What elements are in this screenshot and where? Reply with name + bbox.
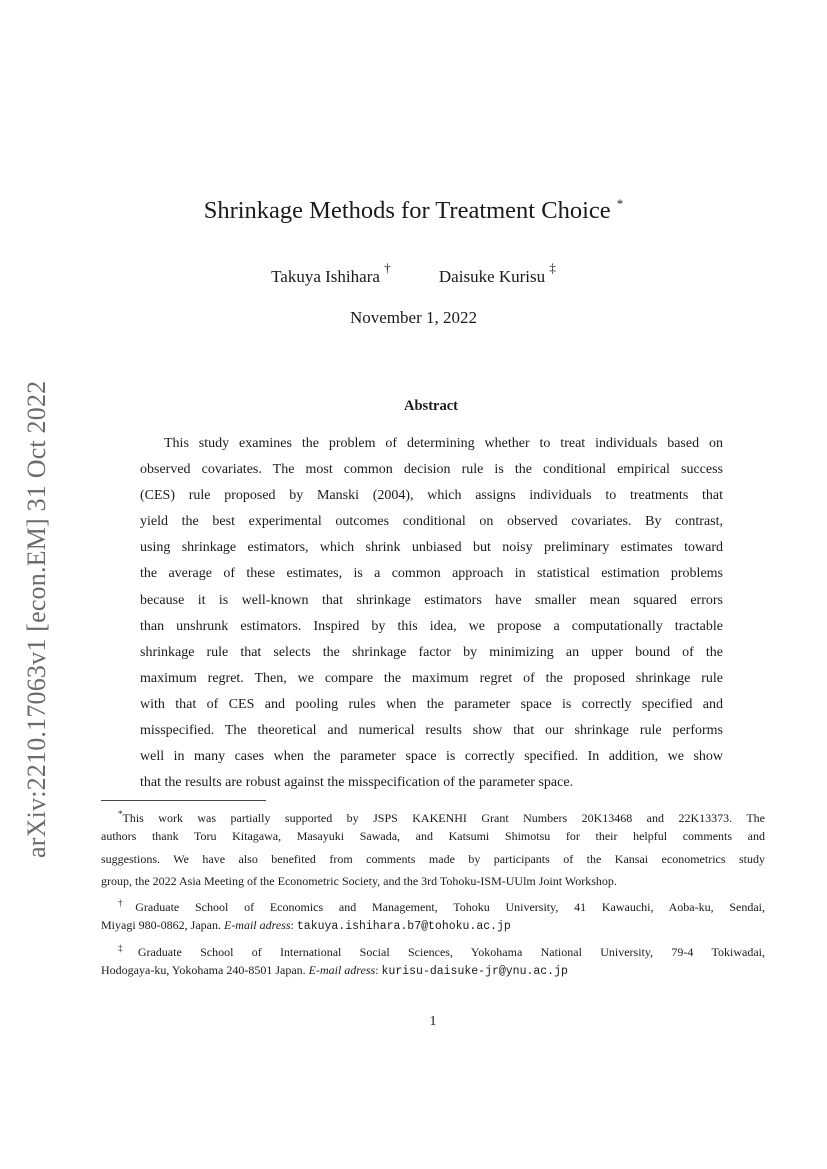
email-label: E-mail adress: [223, 918, 291, 933]
author2-footnote-mark: ‡: [118, 942, 138, 953]
footnote-author2-email-line: Hodogaya-ku, Yokohama 240-8501 Japan. E-mail adress: kurisu-daisuke-jr@ynu.ac.jp: [101, 963, 568, 979]
footnotes: [101, 803, 765, 981]
abstract-line: (CES) rule proposed by Manski (2004), which assigns individuals to treatments that: [140, 488, 723, 504]
abstract-line: the average of these estimates, is a common approach in statistical estimation problems: [140, 566, 723, 582]
footnote-author1-affiliation: †Graduate School of Economics and Management, Tohoku University, 41 Kawauchi, Aoba-ku, Sendai,: [118, 898, 765, 915]
footnote-funding-line: authors thank Toru Kitagawa, Masayuki Sawada, and Katsumi Shimotsu for their helpful comments and: [101, 829, 765, 844]
author-2: [439, 260, 556, 287]
author1-email-link[interactable]: takuya.ishihara.b7@tohoku.ac.jp: [296, 920, 511, 934]
author-list: [0, 260, 827, 287]
paper-title: [0, 196, 827, 225]
arxiv-identifier: arXiv:2210.17063v1 [econ.EM] 31 Oct 2022: [22, 380, 51, 858]
abstract-line: that the results are robust against the misspecification of the parameter space.: [140, 775, 574, 791]
abstract-line: This study examines the problem of determining whether to treat individuals based on: [164, 436, 723, 451]
abstract-line: maximum regret. Then, we compare the maximum regret of the proposed shrinkage rule: [140, 670, 723, 686]
author-1-name: Takuya Ishihara: [271, 267, 380, 286]
footnote-divider: [101, 800, 266, 801]
paper-date: November 1, 2022: [349, 308, 477, 327]
footnote-funding-line: group, the 2022 Asia Meeting of the Econometric Society, and the 3rd Tohoku-ISM-UUlm Joint Workshop.: [101, 873, 617, 888]
abstract-line: with that of CES and pooling rules when the parameter space is correctly specified and: [140, 696, 723, 712]
abstract-heading: Abstract: [404, 398, 458, 414]
footnote-funding-line: suggestions. We have also benefited from comments made by participants of the Kansai econometrics study: [101, 851, 765, 866]
author1-footnote-mark: †: [118, 898, 136, 909]
author-1: [271, 260, 391, 287]
footnote-author1-email-line: Miyagi 980-0862, Japan. E-mail adress: takuya.ishihara.b7@tohoku.ac.jp: [101, 918, 511, 934]
author-2-name: Daisuke Kurisu: [438, 267, 546, 286]
abstract-body: [140, 431, 723, 796]
abstract-line: yield the best experimental outcomes conditional on observed covariates. By contrast,: [140, 514, 723, 530]
footnote-funding-line: *This work was partially supported by JSPS KAKENHI Grant Numbers 20K13468 and 22K13373. The: [118, 809, 765, 825]
abstract-line: shrinkage rule that selects the shrinkage factor by minimizing an upper bound of the: [140, 644, 723, 660]
title-footnote-mark: *: [616, 196, 624, 211]
author-1-mark: †: [384, 260, 391, 275]
abstract-line: using shrinkage estimators, which shrink unbiased but noisy preliminary estimates toward: [140, 540, 723, 556]
funding-mark: *: [118, 809, 123, 819]
email-label: E-mail adress: [308, 963, 376, 978]
abstract-line: because it is well-known that shrinkage estimators have smaller mean squared errors: [140, 592, 723, 608]
author-2-mark: ‡: [549, 260, 556, 275]
abstract-line: observed covariates. The most common decision rule is the conditional empirical success: [140, 462, 723, 478]
footnote-author2-affiliation: ‡Graduate School of International Social Sciences, Yokohama National University, 79-4 Tokiwadai,: [118, 942, 765, 959]
abstract-line: misspecified. The theoretical and numerical results show that our shrinkage rule performs: [140, 723, 723, 739]
author2-email-link[interactable]: kurisu-daisuke-jr@ynu.ac.jp: [381, 965, 568, 979]
page-number: 1: [429, 1014, 437, 1029]
abstract-line: well in many cases when the parameter space is correctly specified. In addition, we show: [140, 749, 723, 765]
title-text: Shrinkage Methods for Treatment Choice: [203, 197, 611, 224]
abstract-line: than unshrunk estimators. Inspired by this idea, we propose a computationally tractable: [140, 618, 723, 634]
